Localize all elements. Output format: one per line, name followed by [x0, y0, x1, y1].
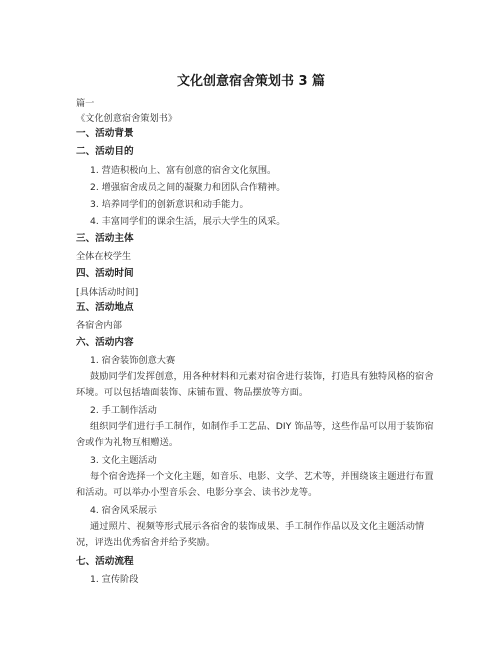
goal-item: 3. 培养同学们的创新意识和动手能力。 [90, 199, 249, 210]
content-item-title: 3. 文化主题活动 [90, 455, 157, 466]
heading-subject: 三、活动主体 [76, 233, 134, 244]
heading-place: 五、活动地点 [76, 302, 134, 313]
heading-goals: 二、活动目的 [76, 146, 134, 157]
subject-text: 全体在校学生 [76, 251, 132, 262]
heading-content: 六、活动内容 [76, 337, 134, 348]
heading-background: 一、活动背景 [76, 128, 134, 139]
content-item-title: 2. 手工制作活动 [90, 405, 157, 416]
content-item-text: 鼓励同学们发挥创意，用各种材料和元素对宿舍进行装饰，打造具有独特风格的宿舍环境。可以包括墙面装饰、床铺布置、物品摆放等方面。 [76, 371, 434, 398]
content-item-text: 每个宿舍选择一个文化主题，如音乐、电影、文学、艺术等，并围绕该主题进行布置和活动。可以举办小型音乐会、电影分享会、读书沙龙等。 [76, 471, 434, 498]
content-item-text: 组织同学们进行手工制作，如制作手工艺品、DIY 饰品等，这些作品可以用于装饰宿舍或作为礼物互相赠送。 [76, 421, 434, 448]
goal-item: 4. 丰富同学们的课余生活，展示大学生的风采。 [90, 216, 286, 227]
document-title: 文化创意宿舍策划书 3 篇 [176, 74, 326, 89]
heading-process: 七、活动流程 [76, 556, 134, 567]
goal-item: 2. 增强宿舍成员之间的凝聚力和团队合作精神。 [90, 182, 286, 193]
heading-time: 四、活动时间 [76, 268, 134, 279]
goal-item: 1. 营造积极向上、富有创意的宿舍文化氛围。 [90, 165, 277, 176]
process-item: 1. 宣传阶段 [90, 574, 139, 585]
content-item-text: 通过照片、视频等形式展示各宿舍的装饰成果、手工制作作品以及文化主题活动情况，评选出优秀宿舍并给予奖励。 [76, 521, 425, 548]
content-item-title: 1. 宿舍装饰创意大赛 [90, 355, 176, 366]
part-label: 篇一 [76, 98, 95, 109]
place-text: 各宿舍内部 [76, 320, 122, 331]
content-item-title: 4. 宿舍风采展示 [90, 505, 157, 516]
book-title: 《文化创意宿舍策划书》 [76, 113, 178, 124]
time-text: [具体活动时间] [76, 287, 139, 298]
